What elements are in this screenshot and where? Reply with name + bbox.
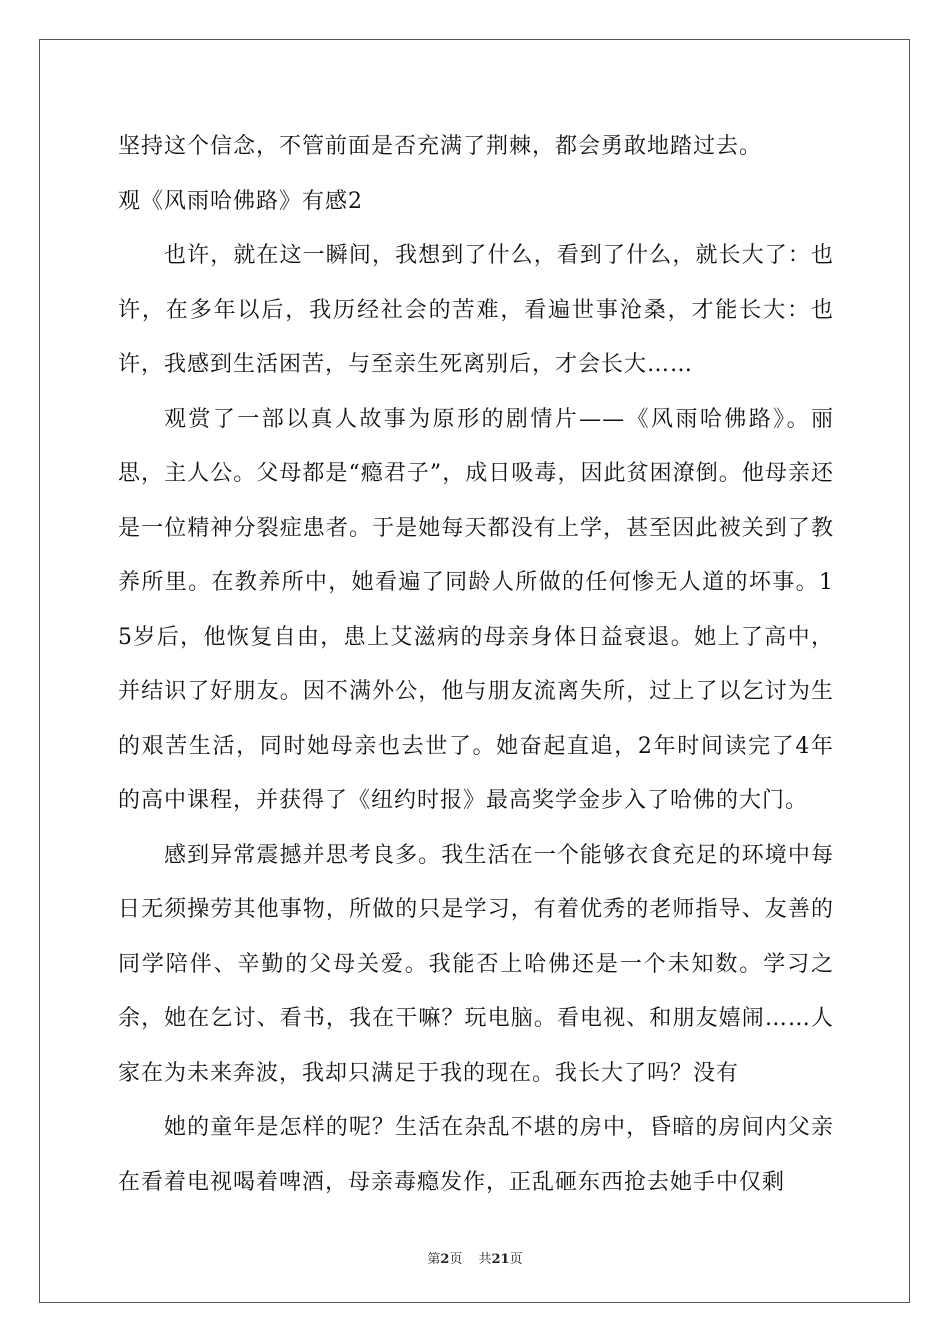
- page-current: 2: [440, 1252, 450, 1267]
- total-suffix: 页: [509, 1252, 523, 1267]
- page-footer: [0, 1248, 950, 1267]
- paragraph-intro: 也许，就在这一瞬间，我想到了什么，看到了什么，就长大了：也许，在多年以后，我历经社会的苦难，看遍世事沧桑，才能长大：也许，我感到生活困苦，与至亲生死离别后，才会长大……: [118, 243, 834, 377]
- paragraph-story: 观赏了一部以真人故事为原形的剧情片——《风雨哈佛路》。丽思，主人公。父母都是“瘾君子”，成日吸毒，因此贫困潦倒。他母亲还是一位精神分裂症患者。于是她每天都没有上学，甚至因此被关到了教养所里。在教养所中，她看遍了同龄人所做的任何惨无人道的坏事。15岁后，他恢复自由，患上艾滋病的母亲身体日益衰退。她上了高中，并结识了好朋友。因不满外公，他与朋友流离失所，过上了以乞讨为生的艰苦生活，同时她母亲也去世了。她奋起直追，2年时间读完了4年的高中课程，并获得了《纽约时报》最高奖学金步入了哈佛的大门。: [118, 406, 834, 813]
- total-prefix: 共: [478, 1252, 492, 1267]
- paragraph-continuation: 坚持这个信念，不管前面是否充满了荆棘，都会勇敢地踏过去。: [118, 134, 763, 159]
- page-prefix: 第: [427, 1252, 441, 1267]
- paragraph-reflection: 感到异常震撼并思考良多。我生活在一个能够衣食充足的环境中每日无须操劳其他事物，所做的只是学习，有着优秀的老师指导、友善的同学陪伴、辛勤的父母关爱。我能否上哈佛还是一个未知数。学习之余，她在乞讨、看书，我在干嘛？玩电脑。看电视、和朋友嬉闹……人家在为未来奔波，我却只满足于我的现在。我长大了吗？没有: [118, 842, 834, 1086]
- page-suffix: 页: [449, 1252, 463, 1267]
- section-title: 观《风雨哈佛路》有感2: [118, 188, 363, 214]
- page-total: 21: [491, 1252, 510, 1267]
- document-body: [118, 120, 834, 1210]
- paragraph-childhood: 她的童年是怎样的呢？生活在杂乱不堪的房中，昏暗的房间内父亲在看着电视喝着啤酒，母亲毒瘾发作，正乱砸东西抢去她手中仅剩: [118, 1115, 834, 1195]
